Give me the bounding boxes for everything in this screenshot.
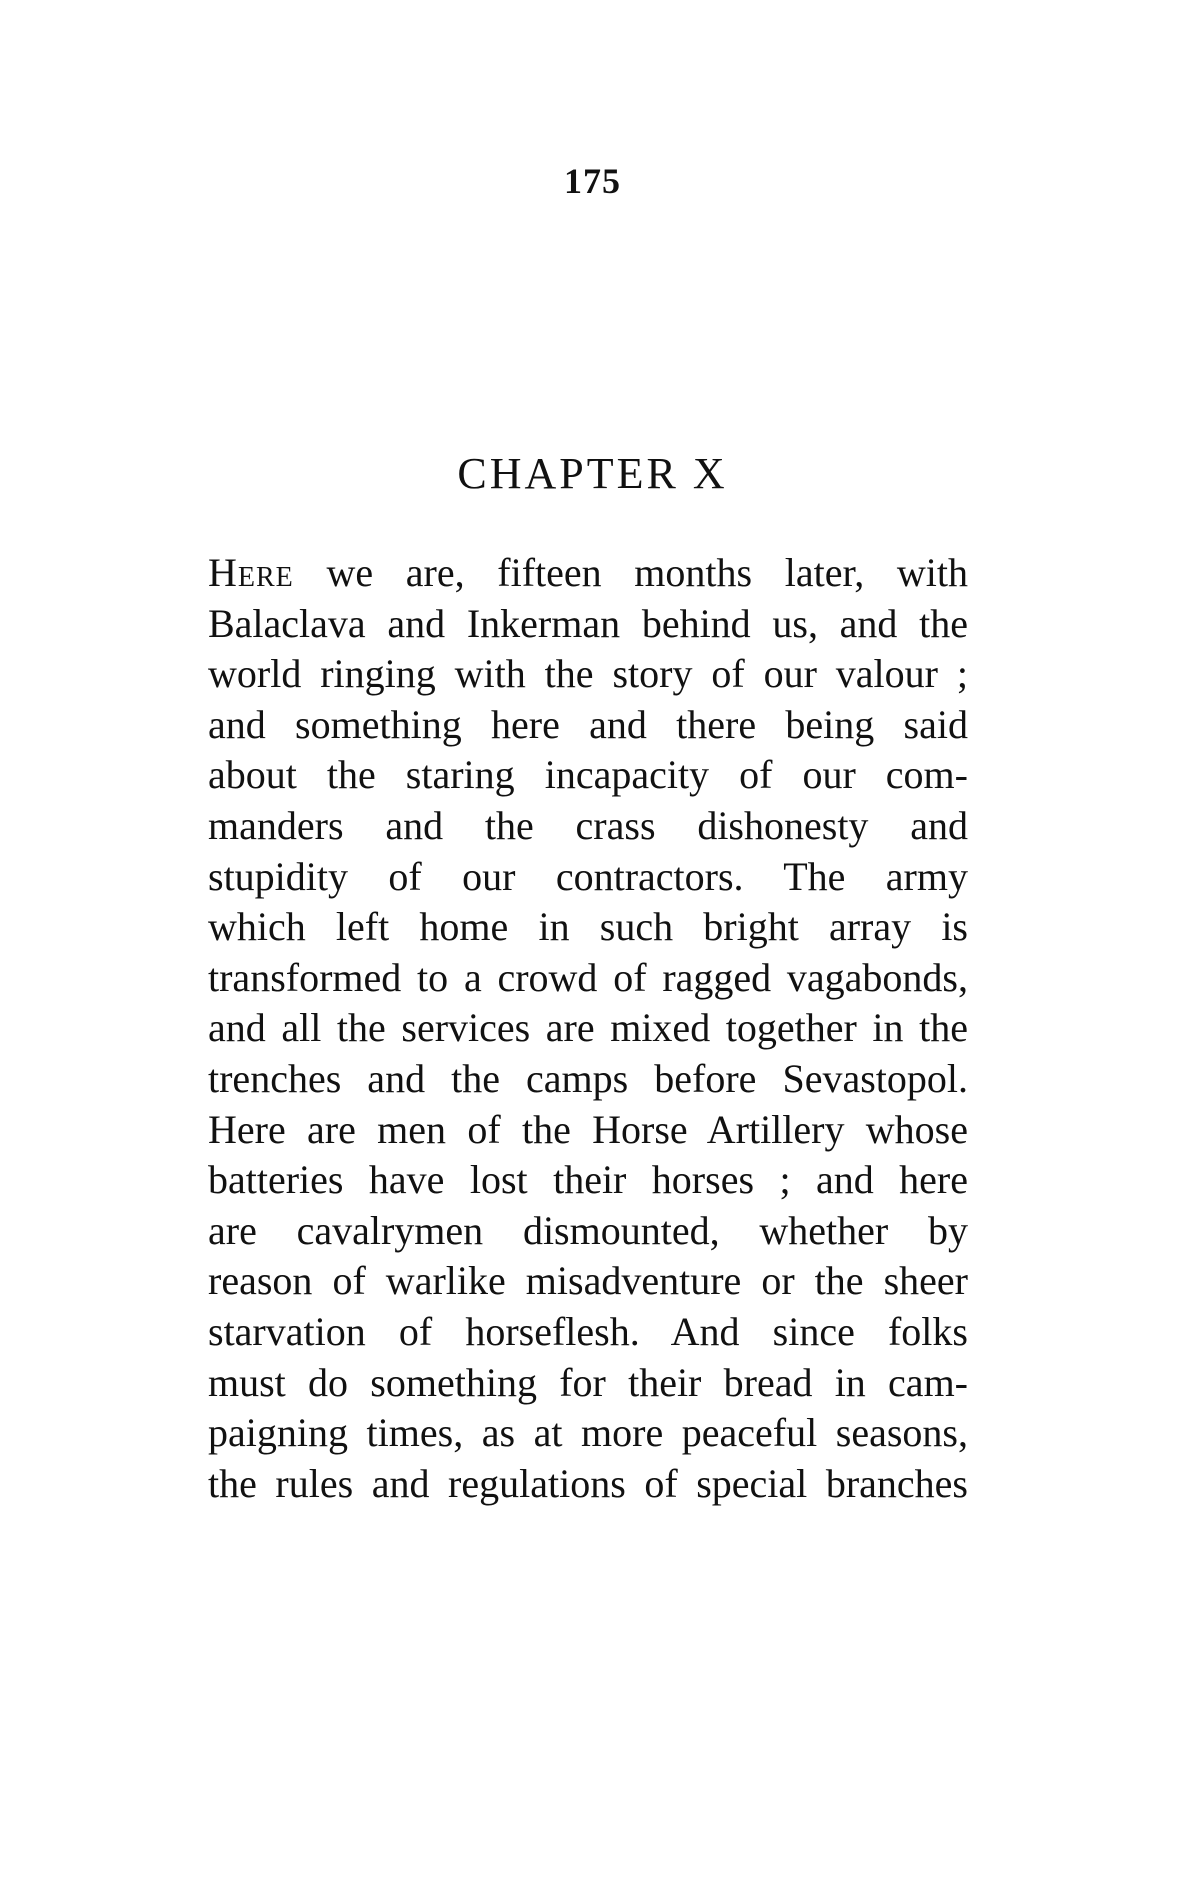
text-line: world ringing with the story of our valour ;: [208, 651, 968, 697]
text-line-content: we are, fifteen months later, with: [293, 550, 968, 595]
text-line: reason of warlike misadventure or the sheer: [208, 1258, 968, 1304]
text-line: paigning times, as at more peaceful seasons,: [208, 1410, 968, 1456]
text-line: must do something for their bread in cam-: [208, 1359, 968, 1405]
text-line: Here are men of the Horse Artillery whose: [208, 1106, 968, 1152]
text-line: batteries have lost their horses ; and here: [208, 1157, 968, 1203]
page-number: 175: [564, 161, 621, 201]
text-line: trenches and the camps before Sevastopol.: [208, 1055, 968, 1101]
chapter-title: CHAPTER X: [457, 449, 728, 498]
opening-word: Here: [208, 550, 294, 595]
text-line: transformed to a crowd of ragged vagabonds,: [208, 954, 968, 1000]
text-line: and something here and there being said: [208, 701, 968, 747]
text-line: starvation of horseflesh. And since folks: [208, 1308, 968, 1354]
text-line: the rules and regulations of special branches: [208, 1460, 968, 1506]
text-line: are cavalrymen dismounted, whether by: [208, 1207, 968, 1253]
text-line: about the staring incapacity of our com-: [208, 752, 968, 798]
text-line: [208, 548, 968, 599]
text-line: stupidity of our contractors. The army: [208, 853, 968, 899]
text-line: and all the services are mixed together in the: [208, 1005, 968, 1051]
text-line: manders and the crass dishonesty and: [208, 802, 968, 848]
text-line: Balaclava and Inkerman behind us, and the: [208, 600, 968, 646]
text-line: which left home in such bright array is: [208, 904, 968, 950]
body-text: [208, 548, 968, 1509]
